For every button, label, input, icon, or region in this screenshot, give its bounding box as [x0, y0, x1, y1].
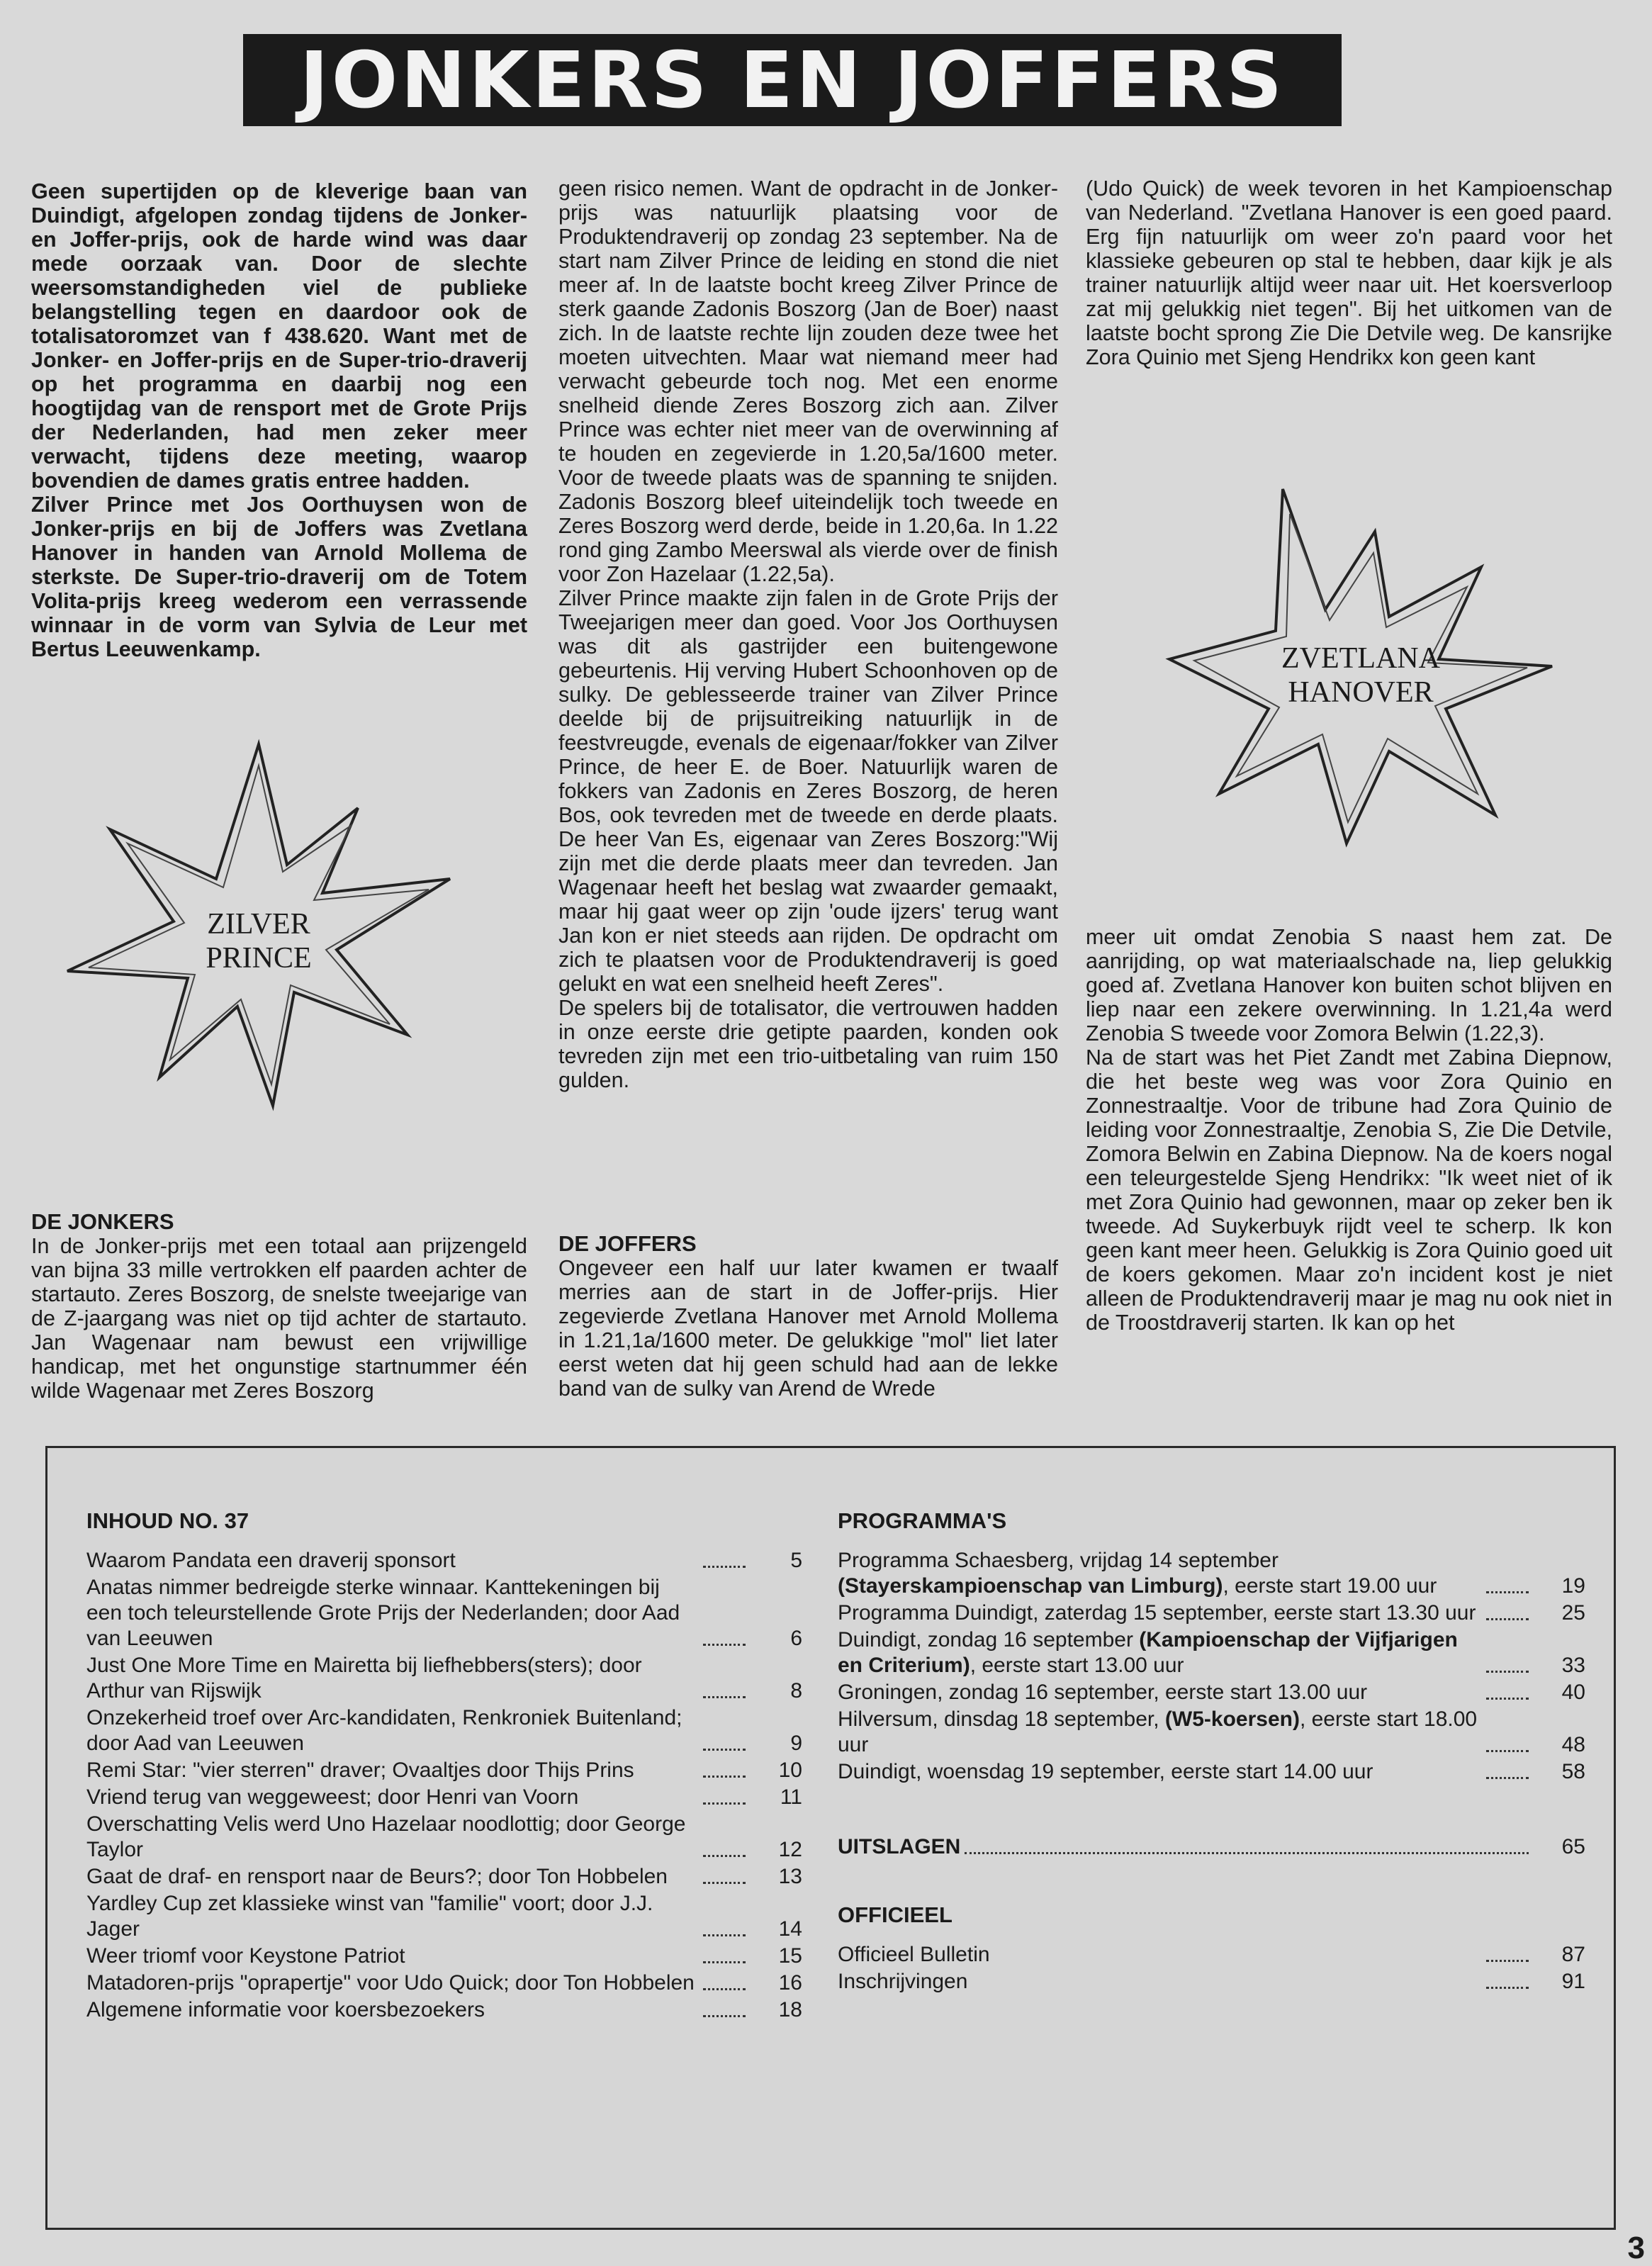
entry-title-text: Programma Duindigt, zaterdag 15 september, eerste start 13.30 uur [838, 1601, 1476, 1625]
uitslagen-entry[interactable] [838, 1834, 1585, 1860]
col3-paragraph-2: meer uit omdat Zenobia S naast hem zat. De aanrijding, op wat materiaalschade na, liep gelukkig goed af. Zvetlana Hanover kon buiten schot blijven en liep naar een zekere overwinning. In 1.21,4a werd Zenobia S tweede voor Zomora Belwin (1.22,3). [1086, 925, 1612, 1045]
page-ref: 18 [778, 1998, 802, 2021]
entry-title-text: Remi Star: "vier sterren" draver; Ovaaltjes door Thijs Prins [86, 1759, 634, 1782]
entry-title-bold: (Kampioenschap der Vijfjarigen en Criterium) [838, 1628, 1458, 1677]
col2-paragraph-3: De spelers bij de totalisator, die vertrouwen hadden in onze eerste drie getipte paarden, konden ook tevreden zijn met een trio-uitbetaling van ruim 150 gulden. [558, 996, 1058, 1092]
dot-leader [703, 1749, 746, 1751]
entry-title [86, 1548, 699, 1574]
uitslagen-heading: UITSLAGEN [838, 1835, 961, 1858]
intro-paragraph-2: Zilver Prince met Jos Oorthuysen won de Jonker-prijs en bij de Joffers was Zvetlana Hanover in handen van Arnold Mollema de sterkste. De Super-trio-draverij om de Totem Volita-prijs kreeg wederom een verrassende winnaar in de vorm van Sylvia de Leur met Bertus Leeuwenkamp. [31, 493, 527, 661]
page-ref: 58 [1561, 1760, 1585, 1783]
entry-title [86, 1864, 699, 1890]
col2-paragraph-2: Zilver Prince maakte zijn falen in de Grote Prijs der Tweejarigen meer dan goed. Voor Jos Oorthuysen was dit als gastrijder een buitengewone gebeurtenis. Hij verving Hubert Schoonhoven op de sulky. De geblesseerde trainer van Zilver Prince deelde bij de prijsuitreiking natuurlijk in de feestvreugde, evenals de eigenaar/fokker van Zilver Prince, de heer E. de Boer. Natuurlijk waren de fokkers van Zadonis en Zeres Boszorg, de heren Bos, ook tevreden met de tweede en derde plaats. De heer Van Es, eigenaar van Zeres Boszorg:"Wij zijn met die derde plaats meer dan tevreden. Jan Wagenaar heeft het beslag wat zwaarder gemaakt, maar hij gaat weer op zijn 'oude ijzers' terug want Jan kon er niet steeds aan rijden. De opdracht om zich te plaatsen voor de Produktendraverij is goed gelukt en wat een snelheid heeft Zeres". [558, 586, 1058, 996]
entry-title [838, 1680, 1482, 1705]
entry-title-text: , eerste start 13.00 uur [970, 1654, 1184, 1677]
jonkers-heading: DE JONKERS [31, 1209, 174, 1234]
dot-leader [1486, 1750, 1529, 1752]
column-1 [31, 179, 527, 661]
page-number: 3 [1627, 2231, 1645, 2265]
dot-leader [1486, 1777, 1529, 1779]
contents-entry[interactable] [86, 1785, 802, 1810]
entry-title [86, 1575, 699, 1651]
dot-leader [703, 1644, 746, 1646]
contents-entry[interactable] [86, 1970, 802, 1996]
page-ref: 14 [778, 1917, 802, 1941]
page-ref: 8 [790, 1679, 802, 1703]
entry-title [86, 1970, 699, 1996]
entry-title-text: Waarom Pandata een draverij sponsort [86, 1549, 456, 1572]
entry-title-text: Groningen, zondag 16 september, eerste start 13.00 uur [838, 1681, 1368, 1704]
entry-title-bold: (W5-koersen) [1164, 1707, 1300, 1731]
officieel-entry[interactable] [838, 1969, 1585, 1995]
page-ref: 25 [1561, 1601, 1585, 1625]
entry-title-text: Programma Schaesberg, vrijdag 14 september [838, 1549, 1279, 1572]
page-ref: 65 [1561, 1835, 1585, 1858]
entry-title [838, 1627, 1482, 1678]
inhoud-heading: INHOUD NO. 37 [86, 1508, 249, 1533]
entry-title [838, 1759, 1482, 1785]
contents-box [45, 1446, 1616, 2230]
entry-title-text: , eerste start 19.00 uur [1223, 1574, 1437, 1598]
inhoud-list [86, 1548, 802, 2023]
jonkers-section [31, 1210, 527, 1403]
col3-paragraph-3: Na de start was het Piet Zandt met Zabina Diepnow, die het beste weg was voor Zora Quinio en Zonnestraaltje. Voor de tribune had Zora Quinio de leiding voor Zonnestraaltje, Zenobia S, Zie Die Detvile, Zomora Belwin en Zabina Diepnow. Na de koers nogal een teleurgestelde Sjeng Hendrikx: "Ik weet niet of ik met Zora Quinio had gewonnen, maar op zeker ben ik tweede. Ad Suykerbuyk rijdt veel te scherp. Ik kon geen kant meer heen. Gelukkig is Zora Quinio goed uit de koers gekomen. Maar zo'n incident kost je niet alleen de Produktendraverij maar je mag nu ook niet in de Troostdraverij starten. Ik kan op het [1086, 1045, 1612, 1335]
dot-leader [703, 2015, 746, 2017]
programma-entry[interactable] [838, 1548, 1585, 1599]
entry-title [838, 1942, 1482, 1968]
entry-title-text: Yardley Cup zet klassieke winst van "familie" voort; door J.J. Jager [86, 1892, 653, 1941]
page-ref: 10 [778, 1759, 802, 1782]
contents-entry[interactable] [86, 1653, 802, 1704]
joffers-heading: DE JOFFERS [558, 1231, 697, 1256]
entry-title [86, 1891, 699, 1942]
dot-leader [1486, 1698, 1529, 1700]
dot-leader [965, 1852, 1529, 1854]
entry-title [838, 1707, 1482, 1758]
page-ref: 19 [1561, 1574, 1585, 1598]
entry-title-text: Hilversum, dinsdag 18 september, [838, 1707, 1165, 1731]
entry-title [86, 1812, 699, 1863]
column-2 [558, 176, 1058, 1092]
officieel-entry[interactable] [838, 1942, 1585, 1968]
col3-paragraph-1: (Udo Quick) de week tevoren in het Kampioenschap van Nederland. "Zvetlana Hanover is een goed paard. Erg fijn natuurlijk om weer zo'n paard voor het klassieke gebeuren op stal te hebben, daar kijk je als trainer natuurlijk altijd weer naar uit. Het koersverloop zat mij gelukkig niet tegen". Bij het uitkomen van de laatste bocht sprong Zie Die Detvile weg. De kansrijke Zora Quinio met Sjeng Hendrikx kon geen kant [1086, 176, 1612, 369]
officieel-list [838, 1942, 1585, 1995]
entry-title-text: Matadoren-prijs "oprapertje" voor Udo Quick; door Ton Hobbelen [86, 1971, 695, 1995]
programma-entry[interactable] [838, 1707, 1585, 1758]
entry-title-text: Vriend terug van weggeweest; door Henri van Voorn [86, 1785, 579, 1809]
page-ref: 15 [778, 1944, 802, 1968]
contents-entry[interactable] [86, 1944, 802, 1969]
entry-title [86, 1653, 699, 1704]
jonkers-paragraph: In de Jonker-prijs met een totaal aan prijzengeld van bijna 33 mille vertrokken elf paarden achter de startauto. Zeres Boszorg, de snelste tweejarige van de Z-jaargang was niet op tijd achter de startauto. Jan Wagenaar nam bewust een vrijwillige handicap, met het ongunstige startnummer één wilde Wagenaar met Zeres Boszorg [31, 1234, 527, 1403]
column-3-bottom [1086, 925, 1612, 1335]
dot-leader [1486, 1618, 1529, 1620]
entry-title-text: Duindigt, woensdag 19 september, eerste start 14.00 uur [838, 1760, 1373, 1783]
dot-leader [703, 1566, 746, 1568]
programma-entry[interactable] [838, 1759, 1585, 1785]
entry-title-text: Anatas nimmer bedreigde sterke winnaar. Kanttekeningen bij een toch teleurstellende Grote Prijs der Nederlanden; door Aad van Leeuwen [86, 1576, 680, 1650]
entry-title-text: Duindigt, zondag 16 september [838, 1628, 1140, 1651]
intro-paragraph: Geen supertijden op de kleverige baan van Duindigt, afgelopen zondag tijdens de Jonker- en Joffer-prijs, ook de harde wind was daar mede oorzaak van. Door de slechte weersomstandigheden viel de publieke belangstelling tegen en daardoor ook de totalisatoromzet van f 438.620. Want met de Jonker- en Joffer-prijs en de Super-trio-draverij op het programma en daarbij nog een hoogtijdag van de rensport met de Grote Prijs der Nederlanden, had men zeker meer verwacht, tijdens deze meeting, waarop bovendien de dames gratis entree hadden. [31, 179, 527, 493]
entry-title-text: Gaat de draf- en rensport naar de Beurs?; door Ton Hobbelen [86, 1865, 668, 1888]
dot-leader [703, 1882, 746, 1884]
page-ref: 16 [778, 1971, 802, 1995]
dot-leader [703, 1802, 746, 1805]
entry-title [86, 1785, 699, 1810]
programmas-list [838, 1548, 1585, 1785]
programmas-heading: PROGRAMMA'S [838, 1508, 1007, 1533]
entry-title [838, 1548, 1482, 1599]
contents-entry[interactable] [86, 1864, 802, 1890]
entry-title-text: Officieel Bulletin [838, 1943, 990, 1966]
entry-title [86, 1997, 699, 2023]
dot-leader [703, 1934, 746, 1936]
programmas-column [838, 1508, 1585, 1996]
star-zilver-prince [53, 737, 464, 1120]
joffers-paragraph: Ongeveer een half uur later kwamen er twaalf merries aan de start in de Joffer-prijs. Hier zegevierde Zvetlana Hanover met Arnold Mollema in 1.21,1a/1600 meter. De gelukkige "mol" liet later eerst weten dat hij geen schuld had aan de lekke band van de sulky van Arend de Wrede [558, 1256, 1058, 1401]
star-label-line2: HANOVER [1288, 676, 1434, 709]
contents-entry[interactable] [86, 1997, 802, 2023]
page-ref: 33 [1561, 1654, 1585, 1677]
joffers-section [558, 1232, 1058, 1401]
entry-title-text: Weer triomf voor Keystone Patriot [86, 1944, 405, 1968]
star-label-line1: ZVETLANA [1281, 642, 1440, 675]
entry-title [838, 1600, 1482, 1626]
dot-leader [1486, 1591, 1529, 1593]
col2-paragraph-1: geen risico nemen. Want de opdracht in de Jonker-prijs was natuurlijk plaatsing voor de Produktendraverij op zondag 23 september. Na de start nam Zilver Prince de leiding en stond die niet meer af. In de laatste bocht kreeg Zilver Prince de sterk gaande Zadonis Boszorg (Jan de Boer) naast zich. In de laatste rechte lijn zouden deze twee het moeten uitvechten. Maar wat niemand meer had verwacht gebeurde toch nog. Met een enorme snelheid diende Zeres Boszorg zich aan. Zilver Prince was echter niet meer van de overwinning af te houden en zegevierde in 1.20,5a/1600 meter. Voor de tweede plaats was de spanning te snijden. Zadonis Boszorg bleef uiteindelijk toch tweede en Zeres Boszorg werd derde, beide in 1.20,6a. In 1.22 rond ging Zambo Meerswal als vierde over de finish voor Zon Hazelaar (1.22,5a). [558, 176, 1058, 586]
page-ref: 9 [790, 1732, 802, 1755]
contents-entry[interactable] [86, 1891, 802, 1942]
page-ref: 91 [1561, 1970, 1585, 1993]
dot-leader [703, 1776, 746, 1778]
entry-title-text: Just One More Time en Mairetta bij liefhebbers(sters); door Arthur van Rijswijk [86, 1654, 642, 1703]
page-ref: 12 [778, 1838, 802, 1861]
star-zvetlana-hanover [1162, 482, 1559, 851]
page-ref: 11 [780, 1785, 802, 1809]
dot-leader [1486, 1671, 1529, 1673]
star-label-line2: PRINCE [206, 942, 312, 975]
programma-entry[interactable] [838, 1680, 1585, 1705]
page-ref: 13 [778, 1865, 802, 1888]
entry-title-text: Overschatting Velis werd Uno Hazelaar noodlottig; door George Taylor [86, 1812, 686, 1861]
dot-leader [703, 1961, 746, 1963]
officieel-heading: OFFICIEEL [838, 1902, 953, 1927]
page-ref: 6 [790, 1627, 802, 1650]
dot-leader [1486, 1987, 1529, 1989]
column-3-top [1086, 176, 1612, 369]
page-ref: 5 [790, 1549, 802, 1572]
inhoud-column [86, 1508, 802, 2024]
contents-entry[interactable] [86, 1705, 802, 1756]
page-ref: 87 [1561, 1943, 1585, 1966]
programma-entry[interactable] [838, 1627, 1585, 1678]
page-ref: 40 [1561, 1681, 1585, 1704]
entry-title-text: Inschrijvingen [838, 1970, 968, 1993]
entry-title [86, 1758, 699, 1783]
dot-leader [1486, 1960, 1529, 1962]
contents-entry[interactable] [86, 1812, 802, 1863]
dot-leader [703, 1988, 746, 1990]
page-ref: 48 [1561, 1733, 1585, 1756]
entry-title [86, 1944, 699, 1969]
entry-title-bold: (Stayerskampioenschap van Limburg) [838, 1574, 1223, 1598]
dot-leader [703, 1855, 746, 1857]
dot-leader [703, 1696, 746, 1698]
entry-title [838, 1969, 1482, 1995]
entry-title-text: Onzekerheid troef over Arc-kandidaten, Renkroniek Buitenland; door Aad van Leeuwen [86, 1706, 682, 1755]
contents-entry[interactable] [86, 1548, 802, 1574]
contents-entry[interactable] [86, 1575, 802, 1651]
entry-title-text: Algemene informatie voor koersbezoekers [86, 1998, 485, 2021]
contents-entry[interactable] [86, 1758, 802, 1783]
entry-title-text: , eerste start 18.00 uur [838, 1707, 1478, 1756]
page-title: JONKERS EN JOFFERS [243, 34, 1342, 126]
programma-entry[interactable] [838, 1600, 1585, 1626]
entry-title [86, 1705, 699, 1756]
star-label-line1: ZILVER [207, 908, 310, 941]
